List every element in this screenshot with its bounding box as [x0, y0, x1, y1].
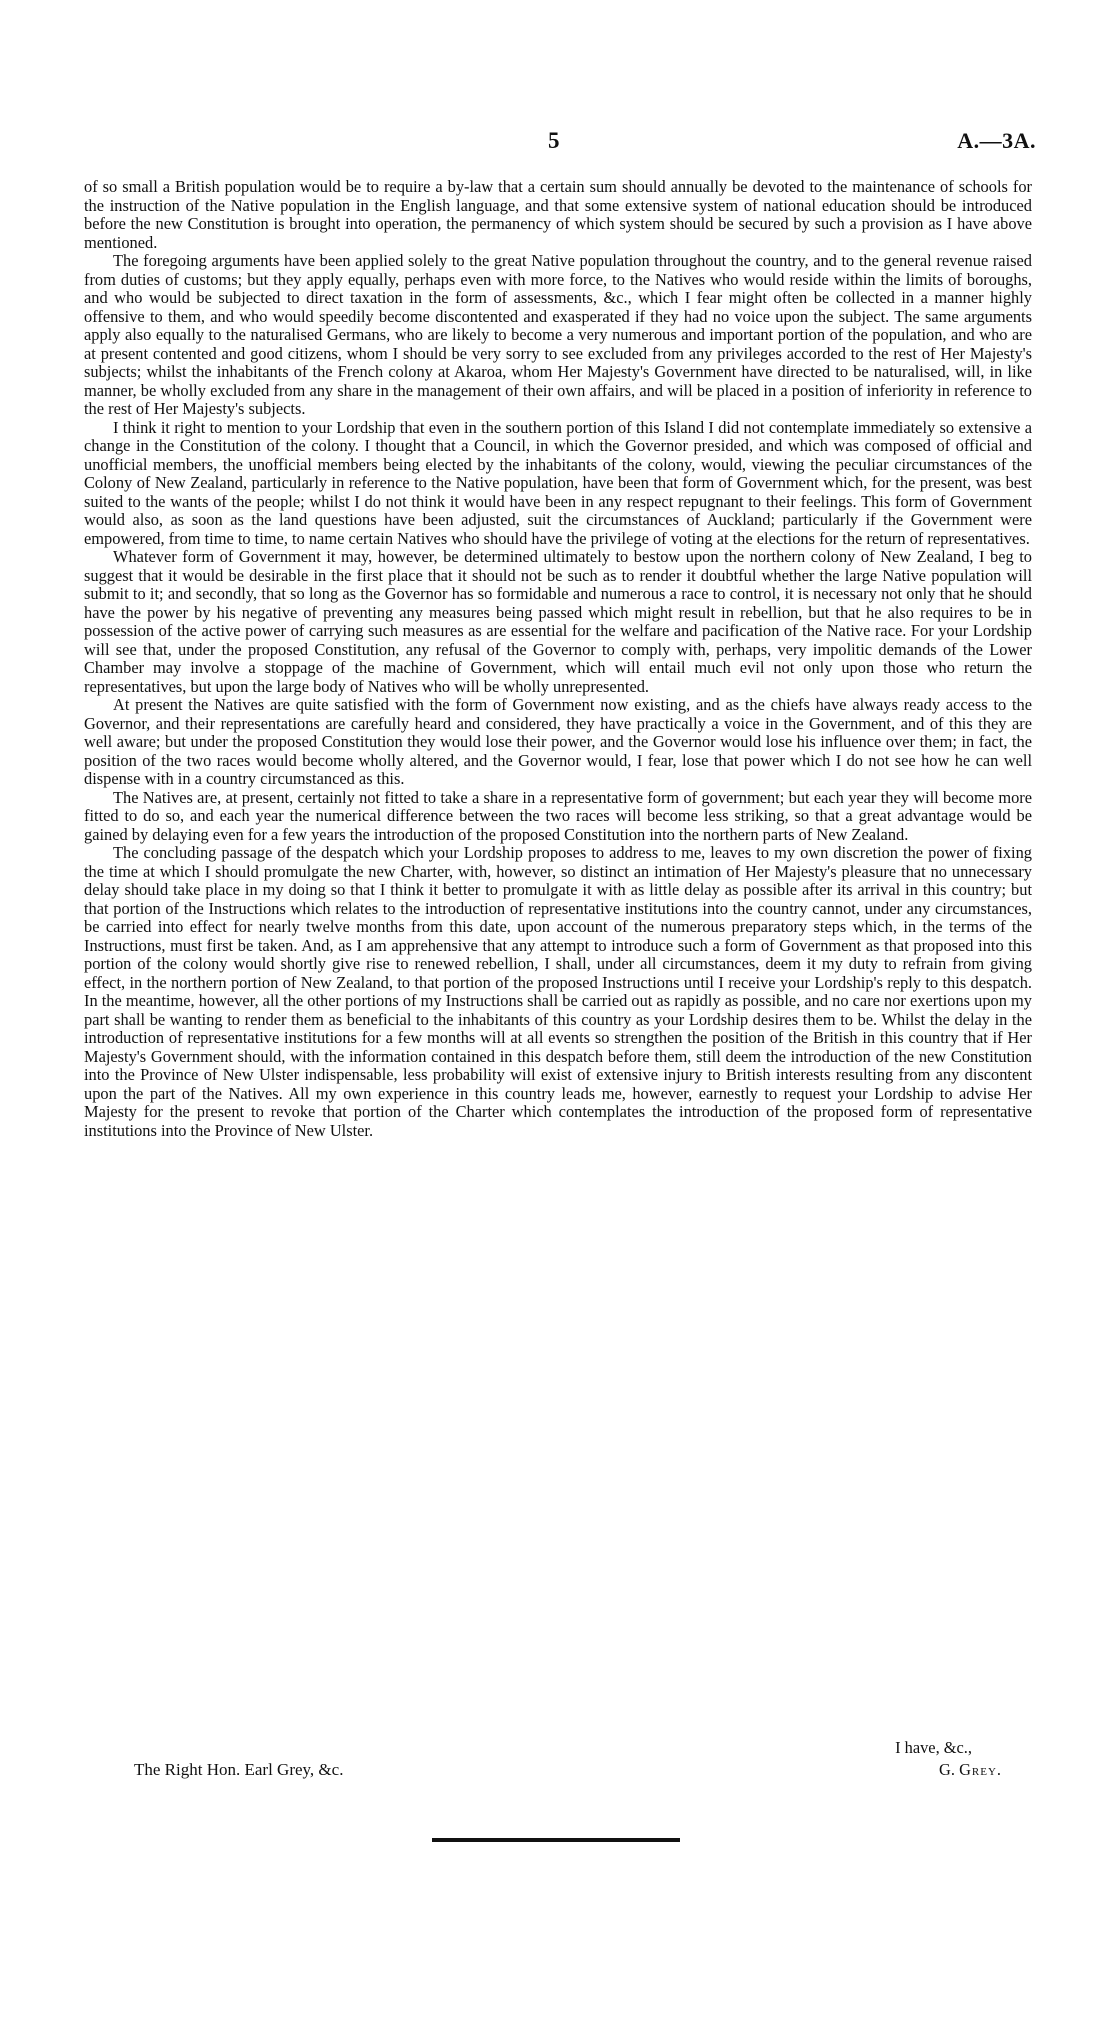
closing-phrase: I have, &c.,: [895, 1738, 972, 1757]
section-divider: [432, 1838, 680, 1842]
document-reference: A.—3A.: [957, 128, 1036, 153]
letter-closing: [84, 1738, 1032, 1798]
signature-initial: G.: [939, 1760, 955, 1779]
paragraph-1: of so small a British population would be to require a by-law that a certain sum should annually be devoted to the maintenance of schools for the instruction of the Native population in the English language, and that some extensive system of national education should be introduced before the new Constitution is brought into operation, the permanency of which system should be secured by such a provision as I have above mentioned.: [84, 177, 1032, 252]
addressee: The Right Hon. Earl Grey, &c.: [134, 1760, 344, 1779]
paragraph-6: The Natives are, at present, certainly not fitted to take a share in a representative form of government; but each year they will become more fitted to do so, and each year the numerical difference between the two races will become less striking, so that a great advantage would be gained by delaying even for a few years the introduction of the proposed Constitution into the northern parts of New Zealand.: [84, 787, 1032, 844]
page-number: 5: [548, 128, 560, 153]
paragraph-4: Whatever form of Government it may, however, be determined ultimately to bestow upon the northern colony of New Zealand, I beg to suggest that it would be desirable in the first place that it should not be such as to render it doubtful whether the large Native population will submit to it; and secondly, that so long as the Governor has so formidable and numerous a race to control, it is necessary not only that he should have the power by his negative of preventing any measures being passed which might result in rebellion, but that he also requires to be in possession of the active power of carrying such measures as are essential for the welfare and pacification of the Native race. For your Lordship will see that, under the proposed Constitution, any refusal of the Governor to comply with, perhaps, very impolitic demands of the Lower Chamber may involve a stoppage of the machine of Government, which will entail much evil not only upon those who return the representatives, but upon the large body of Natives who will be wholly unrepresented.: [84, 547, 1032, 696]
paragraph-2: The foregoing arguments have been applied solely to the great Native population throughout the country, and to the general revenue raised from duties of customs; but they apply equally, perhaps even with more force, to the Natives who would reside within the limits of boroughs, and who would be subjected to direct taxation in the form of assessments, &c., which I fear might often be collected in a manner highly offensive to them, and who would speedily become discontented and exasperated if they had no voice upon the subject. The same arguments apply also equally to the naturalised Germans, who are likely to become a very numerous and important portion of the population, and who are at present contented and good citizens, whom I should be very sorry to see excluded from any privileges accorded to the rest of Her Majesty's subjects; whilst the inhabitants of the French colony at Akaroa, whom Her Majesty's Government have directed to be naturalised, will, in like manner, be wholly excluded from any share in the management of their own affairs, and will be placed in a position of inferiority in reference to the rest of Her Majesty's subjects.: [84, 251, 1032, 418]
signature: [939, 1760, 1002, 1780]
signature-name: Grey.: [959, 1760, 1002, 1779]
paragraph-7: The concluding passage of the despatch which your Lordship proposes to address to me, leaves to my own discretion the power of fixing the time at which I should promulgate the new Charter, with, however, so distinct an intimation of Her Majesty's pleasure that no unnecessary delay should take place in my doing so that I think it better to promulgate it with as little delay as possible after its arrival in this country; but that portion of the Instructions which relates to the introduction of representative institutions into the country cannot, under any circumstances, be carried into effect for nearly twelve months from this date, upon account of the numerous preparatory steps which, in the terms of the Instructions, must first be taken. And, as I am apprehensive that any attempt to introduce such a form of Government as that proposed into this portion of the colony would shortly give rise to renewed rebellion, I shall, under all circumstances, deem it my duty to refrain from giving effect, in the northern portion of New Zealand, to that portion of the proposed Instructions until I receive your Lordship's reply to this despatch. In the meantime, however, all the other portions of my Instructions shall be carried out as rapidly as possible, and no care nor exertions upon my part shall be wanting to render them as beneficial to the inhabitants of this country as your Lordship desires them to be. Whilst the delay in the introduction of representative institutions for a few months will at all events so strengthen the position of the British in this country that if Her Majesty's Government should, with the information contained in this despatch before them, still deem the introduction of the new Constitution into the Province of New Ulster indispensable, less probability will exist of extensive injury to British interests resulting from any discontent upon the part of the Natives. All my own experience in this country leads me, however, earnestly to request your Lordship to advise Her Majesty for the present to revoke that portion of the Charter which contemplates the introduction of the proposed form of representative institutions into the Province of New Ulster.: [84, 843, 1032, 1140]
paragraph-3: I think it right to mention to your Lordship that even in the southern portion of this Island I did not contemplate immediately so extensive a change in the Constitution of the colony. I thought that a Council, in which the Governor presided, and which was composed of official and unofficial members, the unofficial members being elected by the inhabitants of the colony, would, viewing the peculiar circumstances of the Colony of New Zealand, particularly in reference to the Native population, have been that form of Government which, for the present, was best suited to the wants of the people; whilst I do not think it would have been in any respect repugnant to their feelings. This form of Government would also, as soon as the land questions have been adjusted, suit the circumstances of Auckland; particularly if the Government were empowered, from time to time, to name certain Natives who should have the privilege of voting at the elections for the return of representatives.: [84, 417, 1032, 548]
paragraph-5: At present the Natives are quite satisfied with the form of Government now existing, and as the chiefs have always ready access to the Governor, and their representations are carefully heard and considered, they have practically a voice in the Government, and of this they are well aware; but under the proposed Constitution they would lose their power, and the Governor would lose his influence over them; in fact, the position of the two races would become wholly altered, and the Governor would, I fear, lose that power which I do not see how he can well dispense with in a country circumstanced as this.: [84, 695, 1032, 788]
letter-body: [84, 178, 1032, 1140]
page-header: [0, 128, 1114, 162]
